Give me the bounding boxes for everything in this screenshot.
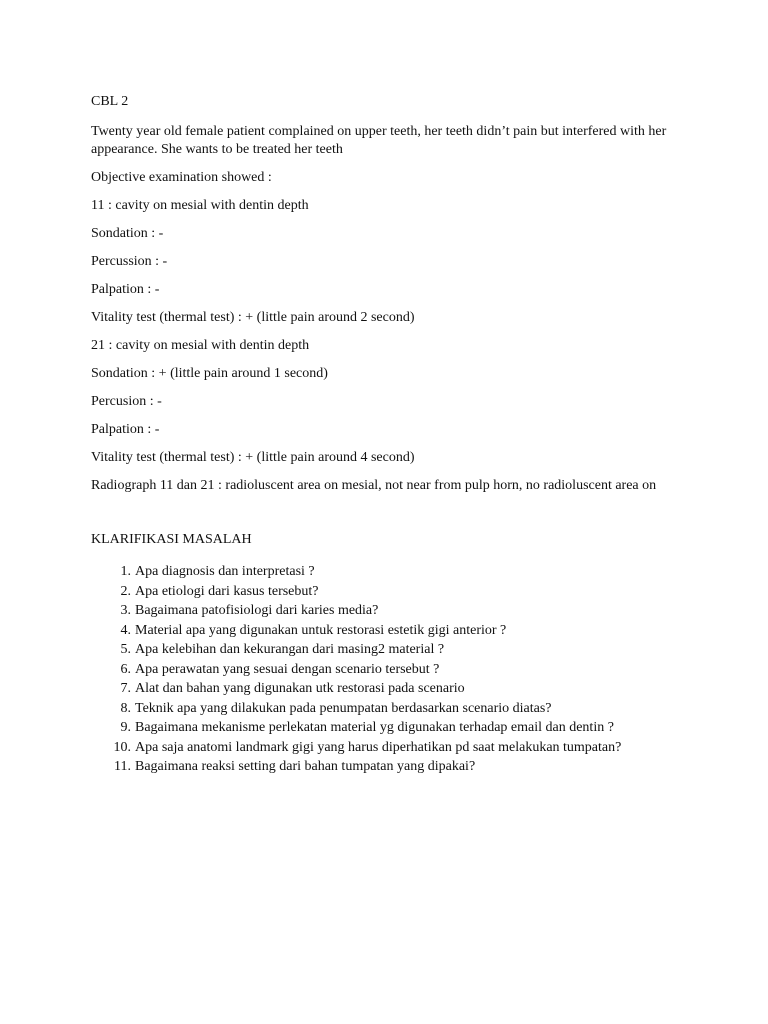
list-item-text: Apa diagnosis dan interpretasi ?: [135, 564, 315, 579]
section-heading: KLARIFIKASI MASALAH: [91, 532, 252, 547]
list-item-number: 5.: [120, 642, 131, 657]
list-item-text: Apa etiologi dari kasus tersebut?: [135, 583, 319, 599]
list-item-number: 4.: [120, 622, 131, 638]
list-item-number: 11.: [114, 759, 131, 774]
list-item: [91, 699, 681, 719]
tooth-11-finding: 11 : cavity on mesial with dentin depth: [91, 198, 309, 213]
list-item-text: Alat dan bahan yang digunakan utk restorasi pada scenario: [135, 681, 465, 696]
document-title: CBL 2: [91, 94, 129, 109]
list-item-number: 9.: [120, 720, 131, 735]
list-item: [91, 660, 681, 680]
list-item-text: Apa saja anatomi landmark gigi yang harus diperhatikan pd saat melakukan tumpatan?: [135, 739, 622, 755]
list-item-text: Bagaimana reaksi setting dari bahan tumpatan yang dipakai?: [135, 759, 476, 774]
tooth-21-percussion: Percusion : -: [91, 394, 162, 409]
list-item: [91, 679, 681, 699]
list-item: [91, 562, 681, 582]
question-list: [91, 562, 681, 777]
tooth-11-palpation: Palpation : -: [91, 282, 160, 297]
list-item-text: Bagaimana patofisiologi dari karies media?: [135, 603, 379, 618]
list-item-text: Teknik apa yang dilakukan pada penumpatan berdasarkan scenario diatas?: [135, 700, 552, 716]
radiograph-finding: Radiograph 11 dan 21 : radioluscent area on mesial, not near from pulp horn, no radioluscent area on: [91, 478, 657, 493]
case-description: Twenty year old female patient complained on upper teeth, her teeth didn’t pain but interfered with her appearance. She wants to be treated her teeth: [91, 124, 667, 157]
list-item: [91, 601, 681, 621]
tooth-21-vitality-test: Vitality test (thermal test) : + (little pain around 4 second): [91, 450, 415, 465]
objective-exam-heading: Objective examination showed :: [91, 170, 272, 185]
list-item: [91, 757, 681, 777]
section-spacer: [91, 505, 681, 531]
list-item-text: Bagaimana mekanisme perlekatan material yg digunakan terhadap email dan dentin ?: [135, 720, 614, 735]
list-item-text: Apa perawatan yang sesuai dengan scenario tersebut ?: [135, 661, 440, 677]
list-item-text: Apa kelebihan dan kekurangan dari masing2 material ?: [135, 642, 445, 657]
document-content: [91, 93, 681, 777]
list-item: [91, 582, 681, 602]
tooth-21-sondation: Sondation : + (little pain around 1 second): [91, 366, 328, 381]
list-item-text: Material apa yang digunakan untuk restorasi estetik gigi anterior ?: [135, 622, 507, 638]
list-item-number: 10.: [113, 739, 131, 755]
list-item-number: 3.: [120, 603, 131, 618]
list-item-number: 7.: [120, 681, 131, 696]
tooth-21-palpation: Palpation : -: [91, 422, 160, 437]
tooth-11-vitality-test: Vitality test (thermal test) : + (little pain around 2 second): [91, 310, 415, 325]
tooth-11-sondation: Sondation : -: [91, 226, 164, 241]
tooth-11-percussion: Percussion : -: [91, 254, 168, 269]
list-item-number: 1.: [120, 564, 131, 579]
list-item-number: 8.: [120, 700, 131, 716]
list-item: [91, 718, 681, 738]
list-item: [91, 640, 681, 660]
list-item: [91, 621, 681, 641]
tooth-21-finding: 21 : cavity on mesial with dentin depth: [91, 338, 310, 353]
list-item-number: 2.: [120, 583, 131, 599]
list-item: [91, 738, 681, 758]
list-item-number: 6.: [120, 661, 131, 677]
